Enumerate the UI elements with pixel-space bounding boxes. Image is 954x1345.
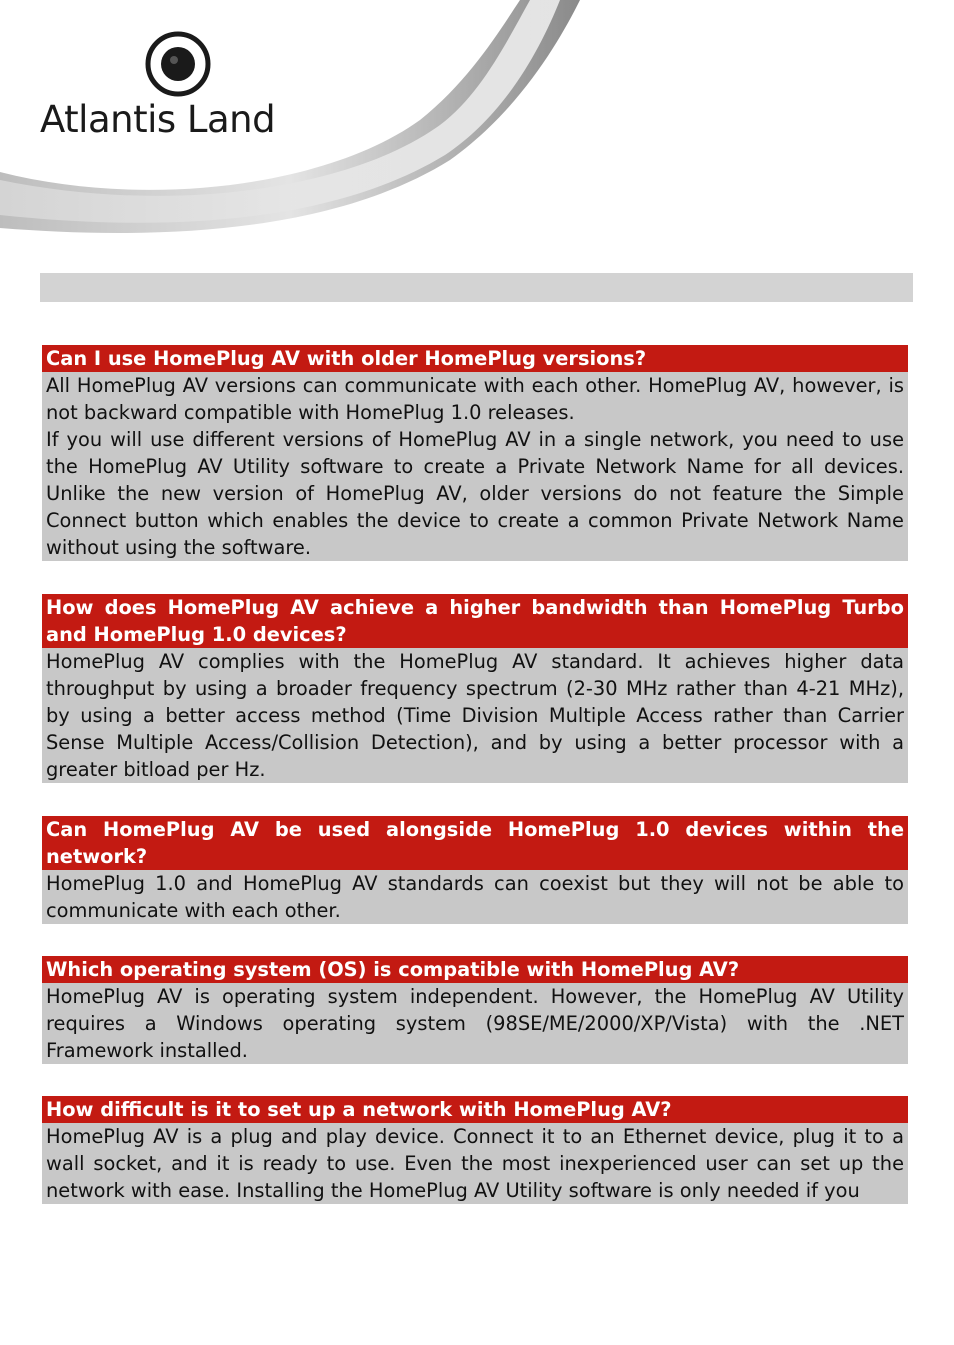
faq-answer (42, 983, 908, 1064)
brand-name: Atlantis Land (40, 98, 276, 141)
faq-item (42, 956, 908, 1064)
faq-item (42, 594, 908, 783)
faq-answer-paragraph: HomePlug 1.0 and HomePlug AV standards can coexist but they will not be able to communicate with each other. (46, 872, 904, 922)
atlantis-land-logo-icon (144, 30, 212, 98)
faq-question: Which operating system (OS) is compatible with HomePlug AV? (42, 956, 908, 983)
brand-logo (40, 28, 320, 140)
faq-answer-paragraph: All HomePlug AV versions can communicate with each other. HomePlug AV, however, is not backward compatible with HomePlug 1.0 releases. (46, 374, 904, 424)
faq-item (42, 1096, 908, 1204)
faq-answer (42, 372, 908, 561)
faq-item (42, 816, 908, 924)
faq-answer-paragraph: HomePlug AV is operating system independent. However, the HomePlug AV Utility requires a Windows operating system (98SE/ME/2000/XP/Vista) with the .NET Framework installed. (46, 985, 904, 1062)
faq-answer (42, 870, 908, 924)
faq-answer-paragraph: HomePlug AV complies with the HomePlug AV standard. It achieves higher data throughput by using a broader frequency spectrum (2-30 MHz rather than 4-21 MHz), by using a better access method (Time Division Multiple Access rather than Carrier Sense Multiple Access/Collision Detection), and by using a better processor with a greater bitload per Hz. (46, 650, 904, 781)
faq-answer (42, 648, 908, 783)
faq-question: How does HomePlug AV achieve a higher bandwidth than HomePlug Turbo and HomePlug 1.0 devices? (42, 594, 908, 648)
faq-answer (42, 1123, 908, 1204)
faq-question: How difficult is it to set up a network with HomePlug AV? (42, 1096, 908, 1123)
faq-answer-paragraph: HomePlug AV is a plug and play device. Connect it to an Ethernet device, plug it to a wall socket, and it is ready to use. Even the most inexperienced user can set up the network with ease. Installing the HomePlug AV Utility software is only needed if you (46, 1125, 904, 1202)
faq-answer-paragraph: If you will use different versions of HomePlug AV in a single network, you need to use the HomePlug AV Utility software to create a Private Network Name for all devices. Unlike the new version of HomePlug AV, older versions do not feature the Simple Connect button which enables the device to create a common Private Network Name without using the software. (46, 428, 904, 559)
faq-item (42, 345, 908, 561)
section-title-bar (40, 273, 913, 302)
faq-question: Can I use HomePlug AV with older HomePlug versions? (42, 345, 908, 372)
faq-question: Can HomePlug AV be used alongside HomePlug 1.0 devices within the network? (42, 816, 908, 870)
